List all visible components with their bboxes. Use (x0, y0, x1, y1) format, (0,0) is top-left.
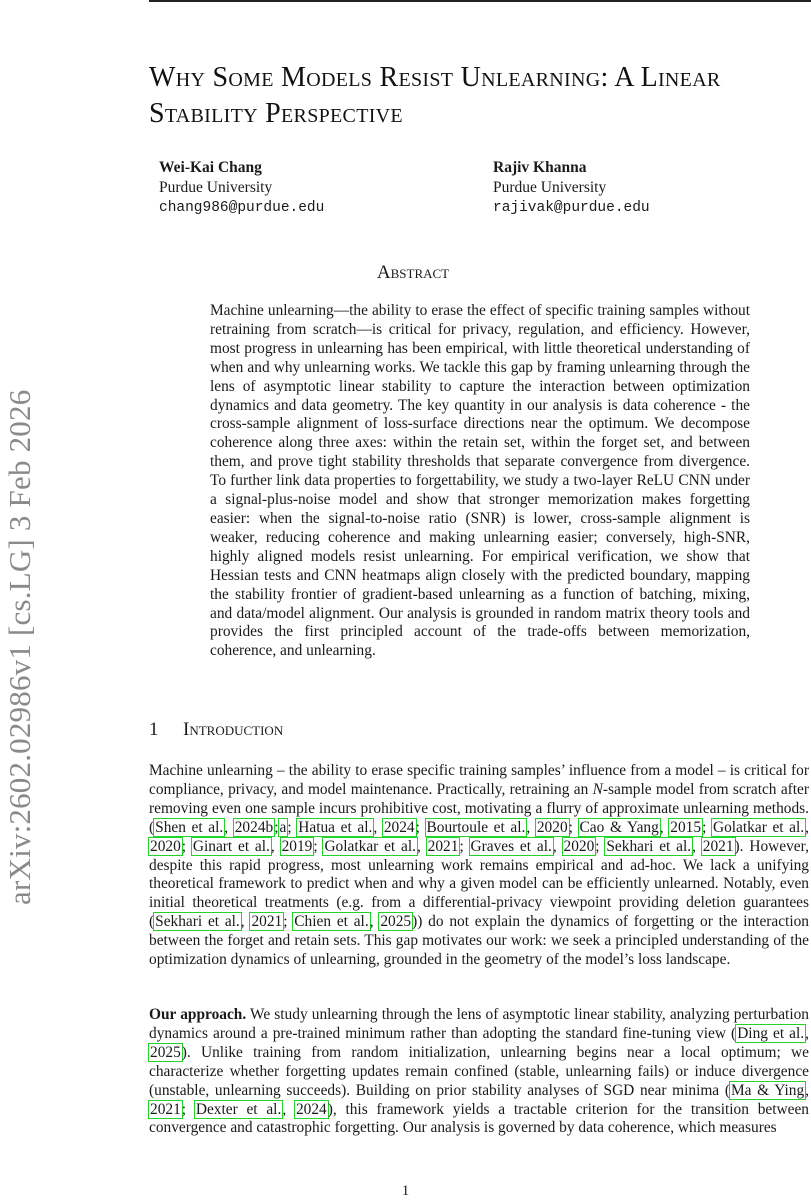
section-heading (149, 719, 283, 741)
citation-link[interactable]: Graves et al. (470, 837, 552, 855)
text-run: Machine unlearning – the ability to erase specific training samples’ influence from a model – is critical for compliance, privacy, and model maintenance. Practically, retraining an (149, 762, 809, 798)
paper-title: Why Some Models Resist Unlearning: A Linear Stability Perspective (149, 62, 721, 129)
intro-paragraph-1: Machine unlearning – the ability to erase specific training samples’ influence from a model – is critical for compliance, privacy, and model maintenance. Practically, retraining an N-sample model from scratch after removing even one sample incurs prohibitive cost, motivating a flurry of approximate unlearning methods. (Shen et al., 2024b;a; Hatua et al., 2024; Bourtoule et al., 2020; Cao & Yang, 2015; Golatkar et al., 2020; Ginart et al., 2019; Golatkar et al., 2021; Graves et al., 2020; Sekhari et al., 2021). However, despite this rapid progress, most unlearning work remains empirical and ad-hoc. We lack a unifying theoretical framework to predict when and why a given model can be efficiently unlearned. Notably, even initial theoretical treatments (e.g. from a differential-privacy viewpoint providing deletion guarantees (Sekhari et al., 2021; Chien et al., 2025)) do not explain the dynamics of forgetting or the interaction between the forget and retain sets. This gap motivates our work: we seek a principled understanding of the optimization dynamics of unlearning, grounded in the geometry of the model’s loss landscape. (149, 762, 810, 969)
citation-link[interactable]: Ding et al. (737, 1024, 805, 1042)
citation-link[interactable]: 2015 (670, 818, 702, 836)
arxiv-identifier[interactable]: arXiv:2602.02986v1 [cs.LG] 3 Feb 2026 (2, 389, 37, 905)
citation-link[interactable]: Golatkar et al. (324, 837, 416, 855)
text-run: ). Unlike training from random initialization, unlearning begins near a local optimum; we characterize whether forgetting updates remain confined (stable, unlearning fails) or induce divergence (unstable, unlearning succeeds). Building on prior stability analyses of SGD near minima ( (149, 1043, 809, 1099)
citation-link[interactable]: Cao & Yang (579, 818, 659, 836)
author-name: Wei-Kai Chang (159, 159, 262, 176)
citation-link[interactable]: Sekhari et al. (155, 913, 240, 931)
page-number-wrap (0, 1183, 811, 1200)
citation-link[interactable]: Shen et al. (155, 818, 224, 836)
citation-link[interactable]: 2024 (383, 818, 415, 836)
abstract-heading-wrap (0, 262, 811, 284)
citation-link[interactable]: 2021 (150, 1100, 181, 1118)
citation-link[interactable]: 2020 (563, 837, 595, 855)
author-email[interactable]: rajivak@purdue.edu (493, 200, 650, 216)
citation-link[interactable]: 2025 (150, 1043, 181, 1061)
citation-link[interactable]: a (279, 818, 287, 836)
section-number: 1 (149, 719, 159, 740)
citation-link[interactable]: 2019 (281, 837, 313, 855)
text-run: ), this framework yields a tractable criterion for the transition between convergence and catastrophic forgetting. Our analysis is governed by data coherence, which measures (149, 1100, 809, 1137)
author-block (493, 158, 650, 218)
intro-paragraph-2: Our approach. We study unlearning through the lens of asymptotic linear stability, analyzing perturbation dynamics around a pre-trained minimum rather than adopting the standard fine-tuning view (Ding et al., 2025). Unlike training from random initialization, unlearning begins near a local optimum; we characterize whether forgetting updates remain confined (stable, unlearning fails) or induce divergence (unstable, unlearning succeeds). Building on prior stability analyses of SGD near minima (Ma & Ying, 2021; Dexter et al., 2024), this framework yields a tractable criterion for the transition between convergence and catastrophic forgetting. Our analysis is governed by data coherence, which measures (149, 1006, 810, 1137)
citation-link[interactable]: Ma & Ying (730, 1081, 805, 1099)
citation-link[interactable]: Bourtoule et al. (426, 818, 526, 836)
citation-link[interactable]: 2021 (251, 913, 283, 931)
section-title: Introduction (183, 719, 284, 740)
citation-link[interactable]: Dexter et al. (195, 1100, 282, 1118)
citation-link[interactable]: 2020 (150, 837, 181, 855)
author-email[interactable]: chang986@purdue.edu (159, 200, 325, 216)
citation-link[interactable]: 2021 (702, 837, 734, 855)
paragraph-lead: Our approach. (149, 1006, 247, 1023)
author-affiliation: Purdue University (493, 179, 607, 196)
citation-link[interactable]: 2021 (427, 837, 459, 855)
citation-link[interactable]: Chien et al. (294, 913, 369, 931)
author-block (159, 158, 324, 218)
citation-link[interactable]: 2024b (234, 818, 274, 836)
citation-link[interactable]: Golatkar et al. (712, 818, 805, 836)
author-name: Rajiv Khanna (493, 159, 587, 176)
math-symbol: N (592, 780, 603, 798)
abstract-heading: Abstract (376, 262, 450, 283)
text-run: )) do not explain the dynamics of forgetting or the interaction between the forget and retain sets. This gap motivates our work: we seek a principled understanding of the optimization dynamics of unlearning, grounded in the geometry of the model’s loss landscape. (149, 913, 810, 969)
text-run: We study unlearning through the lens of asymptotic linear stability, analyzing perturbation dynamics around a pre-trained minimum rather than adopting the standard fine-tuning view ( (149, 1006, 809, 1042)
citation-link[interactable]: Hatua et al. (298, 818, 373, 836)
citation-link[interactable]: Sekhari et al. (606, 837, 692, 855)
citation-link[interactable]: 2025 (380, 913, 412, 931)
citation-link[interactable]: Ginart et al. (192, 837, 270, 855)
author-affiliation: Purdue University (159, 179, 273, 196)
citation-link[interactable]: 2024 (295, 1100, 327, 1118)
text-run: ). However, despite this rapid progress, most unlearning work remains empirical and ad-hoc. We lack a unifying theoretical framework to predict when and why a given model can be efficiently unlearned. Notably, even initial theoretical treatments (e.g. from a differential-privacy viewpoint providing deletion guarantees ( (149, 837, 809, 931)
abstract-text: Machine unlearning—the ability to erase the effect of specific training samples without retraining from scratch—is critical for privacy, regulation, and efficiency. However, most progress in unlearning has been empirical, with little theoretical understanding of when and why unlearning works. We tackle this gap by framing unlearning through the lens of asymptotic linear stability to capture the interaction between optimization dynamics and data geometry. The key quantity in our analysis is data coherence - the cross-sample alignment of loss-surface directions near the optimum. We decompose coherence along three axes: within the retain set, within the forget set, and between them, and prove tight stability thresholds that separate convergence from divergence. To further link data properties to forgettability, we study a two-layer ReLU CNN under a signal-plus-noise model and show that stronger memorization makes forgetting easier: when the signal-to-noise ratio (SNR) is lower, cross-sample alignment is weaker, reducing coherence and making unlearning easier; conversely, high-SNR, highly aligned models resist unlearning. For empirical verification, we show that Hessian tests and CNN heatmaps align closely with the predicted boundary, mapping the stability frontier of gradient-based unlearning as a function of batching, mixing, and data/model alignment. Our analysis is grounded in random matrix theory tools and provides the first principled account of the trade-offs between memorization, coherence, and unlearning. (210, 302, 750, 660)
citation-link[interactable]: 2020 (536, 818, 568, 836)
header-rule (149, 0, 811, 2)
text-run: -sample model from scratch after removing even one sample incurs prohibitive cost, motivating a flurry of approximate unlearning methods. ( (149, 780, 810, 836)
page-number: 1 (401, 1183, 410, 1199)
